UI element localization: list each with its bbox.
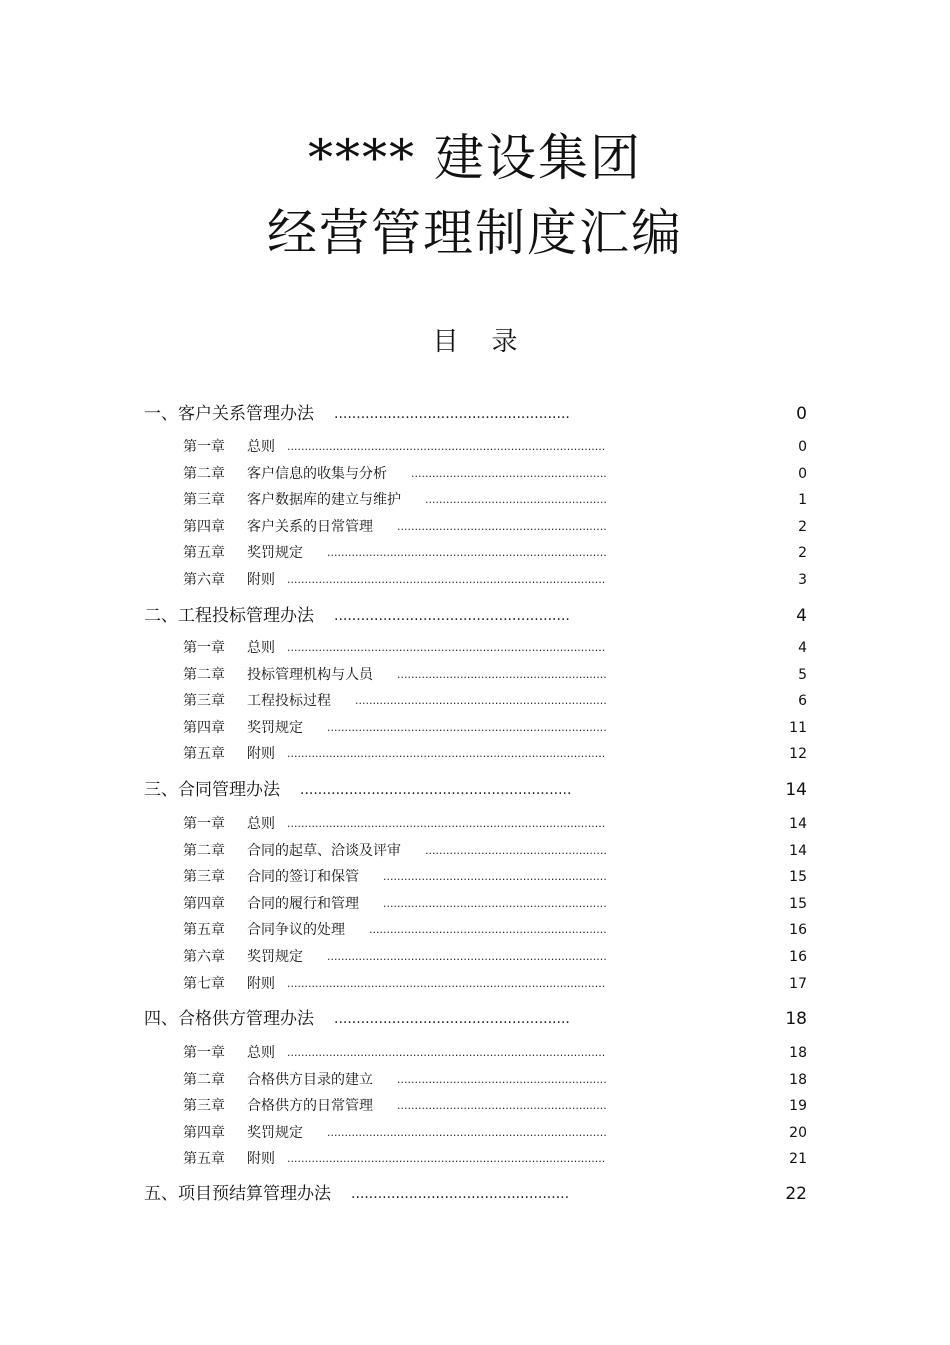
toc-chapter-name: 附则 xyxy=(247,975,275,992)
toc-leader-dots: ........................................................................................... xyxy=(287,1152,606,1166)
toc-chapter-name: 合格供方目录的建立 xyxy=(247,1071,373,1088)
toc-section-row xyxy=(0,604,950,628)
toc-leader-dots: ................................................................................ xyxy=(327,1125,607,1139)
toc-section-label: 五、项目预结算管理办法 xyxy=(144,1184,331,1204)
toc-section-label: 一、客户关系管理办法 xyxy=(144,404,314,424)
toc-chapter-name: 客户关系的日常管理 xyxy=(247,518,373,535)
toc-heading: 目 录 xyxy=(432,327,518,357)
toc-chapter-row xyxy=(0,1123,950,1143)
toc-chapter-row xyxy=(0,570,950,590)
document-title-line-1: **** 建设集团 xyxy=(308,129,642,187)
toc-chapter-row xyxy=(0,691,950,711)
toc-leader-dots: ..................................................... xyxy=(334,608,570,624)
toc-chapter-number: 第一章 xyxy=(183,439,225,455)
toc-leader-dots: ................................................................ xyxy=(383,870,607,884)
toc-chapter-row xyxy=(0,1149,950,1169)
toc-chapter-page: 14 xyxy=(789,816,807,832)
toc-chapter-name: 投标管理机构与人员 xyxy=(247,666,373,683)
toc-chapter-page: 14 xyxy=(789,842,807,859)
toc-section-row xyxy=(0,402,950,426)
toc-chapter-name: 奖罚规定 xyxy=(247,1124,303,1141)
toc-chapter-number: 第一章 xyxy=(183,816,225,832)
toc-chapter-page: 20 xyxy=(789,1124,807,1141)
toc-chapter-name: 附则 xyxy=(247,572,275,588)
toc-leader-dots: ........................................................................................... xyxy=(287,976,606,990)
toc-chapter-row xyxy=(0,638,950,658)
toc-chapter-page: 1 xyxy=(798,492,807,509)
toc-chapter-row xyxy=(0,1096,950,1116)
toc-chapter-row xyxy=(0,894,950,914)
toc-chapter-name: 奖罚规定 xyxy=(247,719,303,736)
toc-chapter-name: 总则 xyxy=(247,439,275,455)
toc-leader-dots: ................................................. xyxy=(351,1186,570,1202)
toc-chapter-number: 第六章 xyxy=(183,572,225,588)
toc-chapter-number: 第二章 xyxy=(183,666,225,683)
toc-chapter-number: 第六章 xyxy=(183,949,225,965)
toc-chapter-row xyxy=(0,437,950,457)
toc-leader-dots: ........................................................................................... xyxy=(287,1046,606,1059)
toc-leader-dots: ........................................................................................... xyxy=(287,817,606,830)
toc-chapter-page: 2 xyxy=(798,518,807,535)
toc-chapter-row xyxy=(0,1043,950,1063)
toc-leader-dots: .................................................................... xyxy=(369,923,607,937)
toc-chapter-page: 0 xyxy=(798,465,807,482)
document-title-line-2: 经营管理制度汇编 xyxy=(267,204,683,262)
toc-chapter-row xyxy=(0,947,950,967)
toc-section-label: 二、工程投标管理办法 xyxy=(144,606,314,626)
toc-chapter-row xyxy=(0,974,950,994)
toc-chapter-row xyxy=(0,814,950,834)
toc-chapter-number: 第四章 xyxy=(183,518,225,535)
toc-leader-dots: ............................................................ xyxy=(397,519,607,533)
toc-leader-dots: ................................................................................ xyxy=(327,950,607,963)
toc-chapter-page: 15 xyxy=(789,895,807,912)
toc-chapter-number: 第三章 xyxy=(183,492,225,509)
toc-chapter-page: 11 xyxy=(789,719,807,736)
toc-leader-dots: ............................................................. xyxy=(300,782,572,798)
toc-chapter-number: 第七章 xyxy=(183,975,225,992)
toc-leader-dots: .................................................... xyxy=(425,493,607,507)
toc-leader-dots: ................................................................................ xyxy=(327,720,607,734)
toc-chapter-page: 6 xyxy=(798,693,807,710)
toc-section-page: 4 xyxy=(796,606,807,626)
toc-chapter-number: 第二章 xyxy=(183,465,225,482)
toc-section-label: 四、合格供方管理办法 xyxy=(144,1009,314,1029)
toc-chapter-page: 21 xyxy=(789,1151,807,1168)
toc-chapter-page: 12 xyxy=(789,746,807,763)
toc-leader-dots: .................................................... xyxy=(425,843,607,857)
toc-chapter-number: 第三章 xyxy=(183,869,225,886)
toc-chapter-row xyxy=(0,517,950,537)
toc-chapter-name: 附则 xyxy=(247,746,275,763)
toc-chapter-number: 第二章 xyxy=(183,842,225,859)
toc-leader-dots: ........................................................................................... xyxy=(287,440,606,453)
toc-chapter-row xyxy=(0,543,950,563)
toc-chapter-page: 3 xyxy=(798,572,807,588)
toc-chapter-name: 客户信息的收集与分析 xyxy=(247,465,387,482)
toc-chapter-page: 19 xyxy=(789,1098,807,1115)
toc-section-page: 14 xyxy=(785,780,807,800)
toc-chapter-name: 附则 xyxy=(247,1151,275,1168)
toc-chapter-number: 第四章 xyxy=(183,1124,225,1141)
toc-chapter-page: 17 xyxy=(789,975,807,992)
toc-chapter-number: 第三章 xyxy=(183,1098,225,1115)
toc-leader-dots: ..................................................... xyxy=(334,406,570,422)
toc-chapter-page: 18 xyxy=(789,1045,807,1061)
toc-leader-dots: ........................................................................................... xyxy=(287,641,606,654)
toc-chapter-number: 第五章 xyxy=(183,1151,225,1168)
toc-leader-dots: ................................................................................ xyxy=(327,546,607,560)
toc-section-label: 三、合同管理办法 xyxy=(144,780,280,800)
toc-chapter-row xyxy=(0,920,950,940)
toc-chapter-name: 总则 xyxy=(247,816,275,832)
toc-chapter-name: 合同争议的处理 xyxy=(247,922,345,939)
toc-section-row xyxy=(0,1007,950,1031)
toc-chapter-row xyxy=(0,1070,950,1090)
toc-chapter-number: 第一章 xyxy=(183,1045,225,1061)
toc-chapter-row xyxy=(0,464,950,484)
toc-chapter-page: 2 xyxy=(798,545,807,562)
toc-leader-dots: ................................................................ xyxy=(383,896,607,910)
toc-chapter-name: 客户数据库的建立与维护 xyxy=(247,492,401,509)
toc-chapter-row xyxy=(0,490,950,510)
toc-chapter-row xyxy=(0,744,950,764)
toc-leader-dots: ............................................................ xyxy=(397,1072,607,1086)
toc-leader-dots: ............................................................ xyxy=(397,1099,607,1113)
toc-section-row xyxy=(0,1182,950,1206)
toc-chapter-number: 第五章 xyxy=(183,545,225,562)
toc-chapter-row xyxy=(0,718,950,738)
toc-chapter-number: 第三章 xyxy=(183,693,225,710)
toc-chapter-name: 合同的签订和保管 xyxy=(247,869,359,886)
toc-chapter-number: 第二章 xyxy=(183,1071,225,1088)
toc-section-row xyxy=(0,778,950,802)
toc-chapter-page: 16 xyxy=(789,949,807,965)
toc-leader-dots: ........................................................................................... xyxy=(287,573,606,586)
toc-chapter-page: 15 xyxy=(789,869,807,886)
toc-chapter-name: 合同的起草、洽谈及评审 xyxy=(247,842,401,859)
toc-leader-dots: ........................................................................................... xyxy=(287,747,606,761)
toc-chapter-page: 4 xyxy=(798,640,807,656)
toc-chapter-number: 第五章 xyxy=(183,922,225,939)
toc-section-page: 0 xyxy=(796,404,807,424)
toc-chapter-row xyxy=(0,867,950,887)
toc-leader-dots: ........................................................................ xyxy=(355,694,607,708)
toc-chapter-name: 奖罚规定 xyxy=(247,949,303,965)
toc-chapter-name: 工程投标过程 xyxy=(247,693,331,710)
toc-section-page: 18 xyxy=(785,1009,807,1029)
toc-chapter-number: 第四章 xyxy=(183,895,225,912)
toc-chapter-number: 第五章 xyxy=(183,746,225,763)
toc-section-page: 22 xyxy=(785,1184,807,1204)
toc-chapter-page: 5 xyxy=(798,666,807,683)
toc-leader-dots: ..................................................... xyxy=(334,1011,570,1027)
toc-chapter-name: 合同的履行和管理 xyxy=(247,895,359,912)
toc-chapter-page: 16 xyxy=(789,922,807,939)
toc-chapter-row xyxy=(0,841,950,861)
toc-chapter-name: 合格供方的日常管理 xyxy=(247,1098,373,1115)
toc-chapter-name: 奖罚规定 xyxy=(247,545,303,562)
toc-leader-dots: ........................................................ xyxy=(411,466,607,480)
toc-chapter-row xyxy=(0,665,950,685)
toc-chapter-number: 第一章 xyxy=(183,640,225,656)
toc-leader-dots: ............................................................ xyxy=(397,667,607,681)
toc-chapter-page: 18 xyxy=(789,1071,807,1088)
toc-chapter-name: 总则 xyxy=(247,1045,275,1061)
toc-chapter-page: 0 xyxy=(798,439,807,455)
toc-chapter-number: 第四章 xyxy=(183,719,225,736)
toc-chapter-name: 总则 xyxy=(247,640,275,656)
